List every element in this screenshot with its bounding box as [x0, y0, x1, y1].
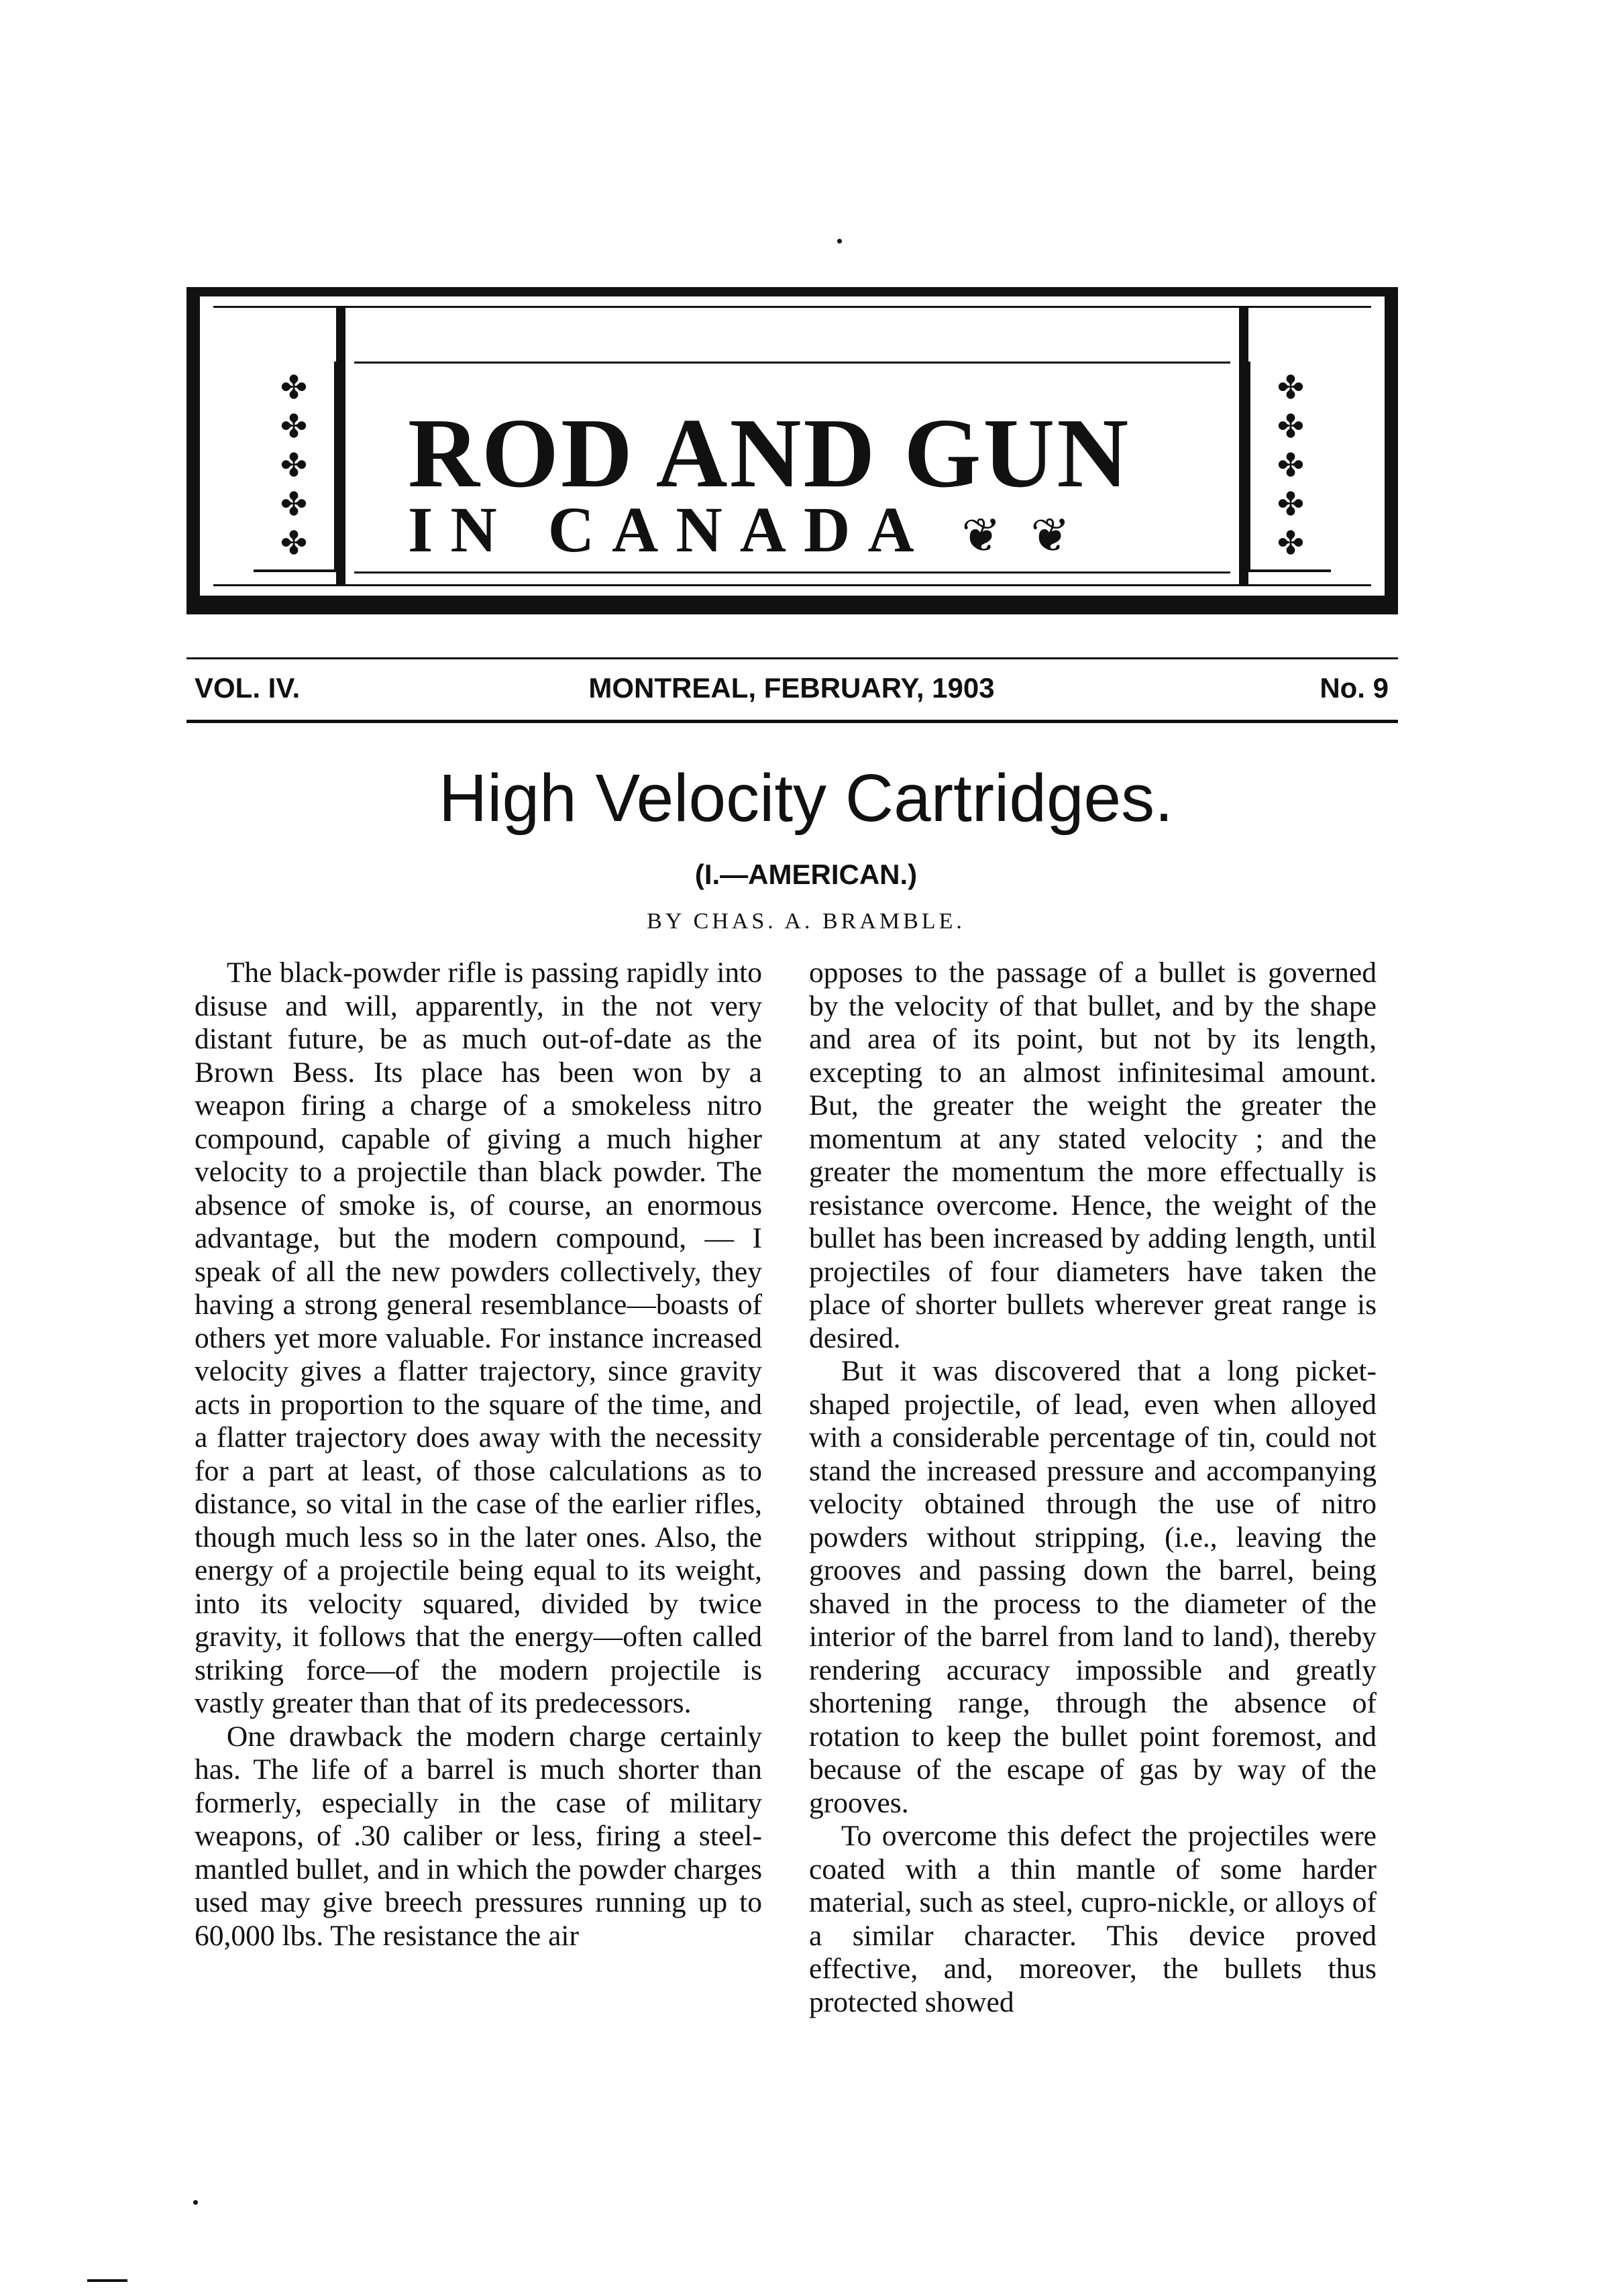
print-speck	[837, 239, 842, 243]
header-rule-top	[186, 657, 1398, 659]
print-speck	[87, 2279, 127, 2282]
dateline: MONTREAL, FEBRUARY, 1903	[588, 672, 995, 704]
right-ornament-column	[1250, 368, 1331, 563]
fleur-ornament-icon: ✤	[280, 369, 308, 406]
print-speck	[193, 2200, 198, 2205]
fleur-ornament-icon: ✤	[1277, 525, 1305, 562]
left-frame-bar	[336, 308, 345, 584]
leaf-ornament-icon: ❦ ❦	[961, 508, 1077, 563]
left-column	[195, 956, 762, 1953]
fleur-ornament-icon: ✤	[280, 447, 308, 484]
paragraph: The black-powder rifle is passing rapidly into disuse and will, apparently, in the not very distant future, be as much out-of-date as the Brown Bess. Its place has been won by a weapon firing a charge of a smokeless nitro compound, capable of giving a much higher velocity to a projectile than black powder. The absence of smoke is, of course, an enormous advantage, but the modern compound, — I speak of all the new powders collectively, they having a strong general resemblance—boasts of others yet more valuable. For instance increased velocity gives a flatter trajectory, since gravity acts in proportion to the square of the time, and a flatter trajectory does away with the necessity for a part at least, of those calculations as to distance, so vital in the case of the earlier rifles, though much less so in the later ones. Also, the energy of a projectile being equal to its weight, into its velocity squared, divided by twice gravity, it follows that the energy—often called striking force—of the modern projectile is vastly greater than that of its predecessors.	[195, 956, 762, 1719]
left-ornament-column	[254, 368, 334, 563]
issue-number: No. 9	[1320, 672, 1389, 704]
right-frame-bar	[1239, 308, 1248, 584]
header-rule-bottom	[186, 720, 1398, 723]
fleur-ornament-icon: ✤	[280, 486, 308, 523]
masthead-title-box	[354, 362, 1230, 573]
fleur-ornament-icon: ✤	[1277, 369, 1305, 406]
paragraph: But it was discovered that a long picket-shaped projectile, of lead, even when alloyed with a considerable percentage of tin, could not stand the increased pressure and accompanying velocity obtained through the use of nitro powders without stripping, (i.e., leaving the grooves and passing down the barrel, being shaved in the process to the diameter of the interior of the barrel from land to land), thereby rendering accuracy impossible and greatly shortening range, through the absence of rotation to keep the bullet point foremost, and because of the escape of gas by way of the grooves.	[809, 1355, 1377, 1819]
masthead-frame	[186, 287, 1398, 614]
masthead-inner-frame	[213, 306, 1371, 586]
paragraph: opposes to the passage of a bullet is governed by the velocity of that bullet, and by the shape and area of its point, but not by its length, excepting to an almost infinitesimal amount. But, the greater the weight the greater the momentum at any stated velocity ; and the greater the momentum the more effectually is resistance overcome. Hence, the weight of the bullet has been increased by adding length, until projectiles of four diameters have taken the place of shorter bullets wherever great range is desired.	[809, 956, 1377, 1354]
article-subtitle: (I.—AMERICAN.)	[694, 859, 918, 890]
magazine-subtitle	[408, 494, 1077, 565]
article-title: High Velocity Cartridges.	[439, 761, 1173, 836]
fleur-ornament-icon: ✤	[1277, 486, 1305, 523]
fleur-ornament-icon: ✤	[280, 525, 308, 562]
right-ornament-panel	[1248, 362, 1331, 572]
magazine-title: ROD AND GUN	[408, 398, 1131, 508]
byline: BY CHAS. A. BRAMBLE.	[647, 909, 965, 934]
right-column	[809, 956, 1377, 2019]
fleur-ornament-icon: ✤	[280, 408, 308, 445]
issue-info-row	[195, 668, 1389, 708]
fleur-ornament-icon: ✤	[1277, 447, 1305, 484]
paragraph: One drawback the modern charge certainly has. The life of a barrel is much shorter than formerly, especially in the case of military weapons, of .30 caliber or less, firing a steel-mantled bullet, and in which the powder charges used may give breech pressures running up to 60,000 lbs. The resistance the air	[195, 1720, 762, 1952]
volume-label: VOL. IV.	[195, 672, 301, 704]
left-ornament-panel	[254, 362, 336, 572]
paragraph: To overcome this defect the projectiles were coated with a thin mantle of some harder material, such as steel, cupro-nickle, or alloys of a similar character. This device proved effective, and, moreover, the bullets thus protected showed	[809, 1820, 1377, 2018]
fleur-ornament-icon: ✤	[1277, 408, 1305, 445]
magazine-subtitle-text: IN CANADA	[408, 494, 928, 565]
